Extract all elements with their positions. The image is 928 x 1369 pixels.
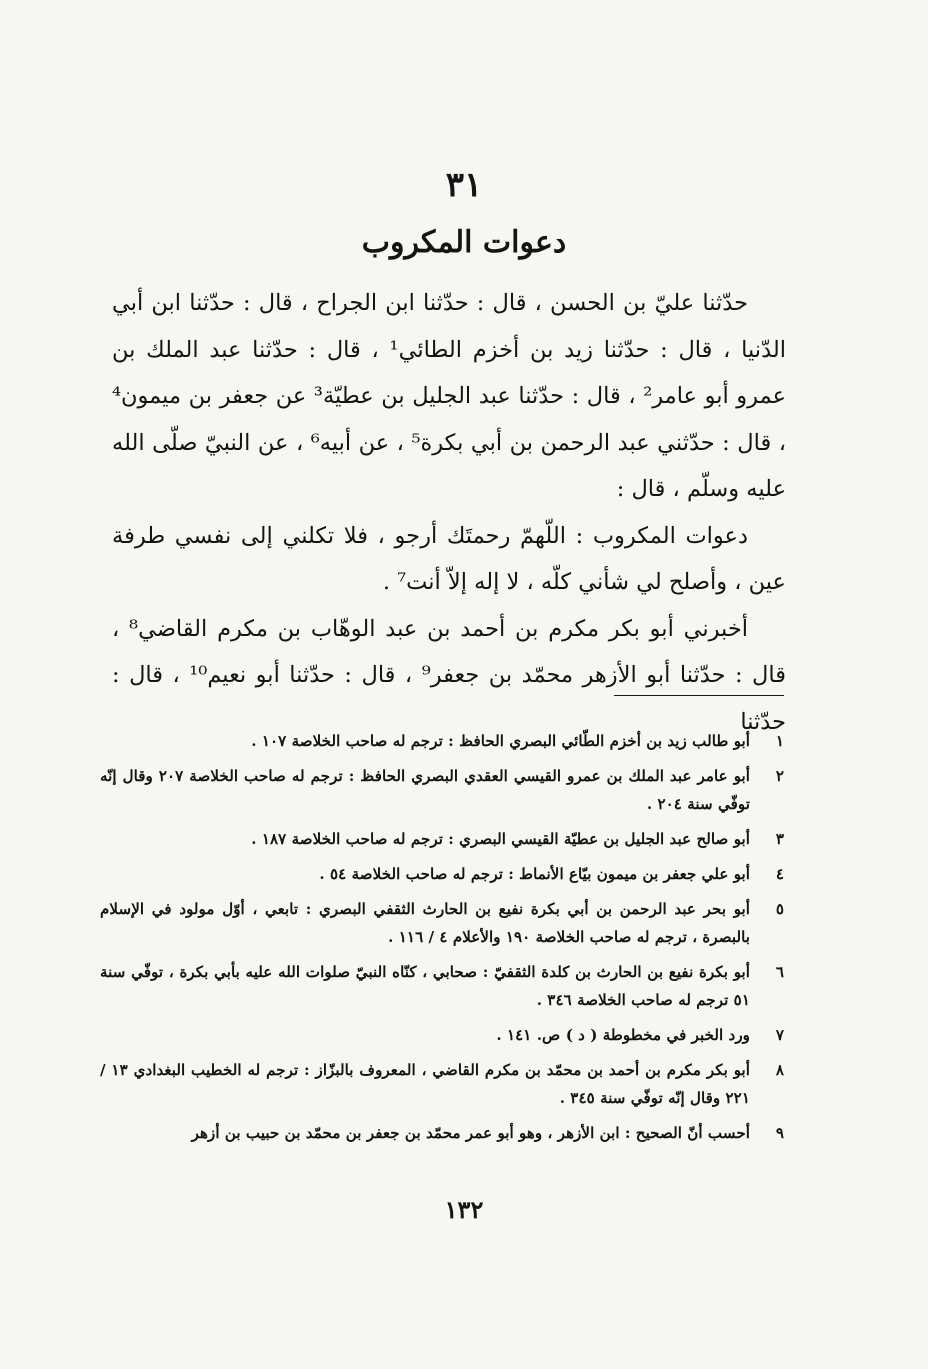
footnote-text: أبو بحر عبد الرحمن بن أبي بكرة نفيع بن الحارث الثقفي البصري : تابعي ، أوّل مولود في الإسلام بالبصرة ، ترجم له صاحب الخلاصة ١٩٠ والأعلام ٤ / ١١٦ .	[100, 900, 750, 946]
paragraph-2: دعوات المكروب : اللّهمّ رحمتَك أرجو ، فلا تكلني إلى نفسي طرفة عين ، وأصلح لي شأني كلّه ، لا إله إلاّ أنت⁷ .	[112, 522, 786, 595]
footnote-text: أبو بكر مكرم بن أحمد بن محمّد بن مكرم القاضي ، المعروف بالبزّاز : ترجم له الخطيب البغدادي ١٣ / ٢٢١ وقال إنّه توفّي سنة ٣٤٥ .	[100, 1061, 750, 1107]
paragraph-1: حدّثنا عليّ بن الحسن ، قال : حدّثنا ابن الجراح ، قال : حدّثنا ابن أبي الدّنيا ، قال : حدّثنا زيد بن أخزم الطائي¹ ، قال : حدّثنا عبد الملك بن عمرو أبو عامر² ، قال : حدّثنا عبد الجليل بن عطيّة³ عن جعفر بن ميمون⁴ ، قال : حدّثني عبد الرحمن بن أبي بكرة⁵ ، عن أبيه⁶ ، عن النبيّ صلّى الله عليه وسلّم ، قال :	[112, 290, 787, 502]
footnote	[100, 727, 784, 755]
footnote-text: أبو علي جعفر بن ميمون بيّاع الأنماط : ترجم له صاحب الخلاصة ٥٤ .	[319, 865, 750, 883]
footnote	[100, 1119, 784, 1147]
footnotes-section	[100, 727, 784, 1154]
footnote-number: ٢	[775, 767, 784, 785]
footnote-text: أبو بكرة نفيع بن الحارث بن كلدة الثقفيّ : صحابي ، كنّاه النبيّ صلوات الله عليه بأبي بكرة ، توفّي سنة ٥١ ترجم له صاحب الخلاصة ٣٤٦ .	[100, 963, 750, 1009]
footnote	[100, 895, 784, 951]
footnote-text: أبو عامر عبد الملك بن عمرو القيسي العقدي البصري الحافظ : ترجم له صاحب الخلاصة ٢٠٧ وقال إنّه توفّي سنة ٢٠٤ .	[100, 767, 750, 813]
footnote	[100, 1021, 784, 1049]
footnote-number: ٥	[775, 900, 784, 918]
footnote	[100, 762, 784, 818]
footnote-number: ٣	[775, 830, 784, 848]
footnote-text: أحسب أنّ الصحيح : ابن الأزهر ، وهو أبو عمر محمّد بن جعفر بن محمّد بن حبيب بن أزهر	[191, 1124, 750, 1142]
chapter-number: ٣١	[445, 165, 483, 205]
footnote-text: ورد الخبر في مخطوطة ( د ) ص. ١٤١ .	[496, 1026, 750, 1044]
footnote-number: ٨	[775, 1061, 784, 1079]
page-number: ١٣٢	[444, 1195, 484, 1224]
footnote-text: أبو صالح عبد الجليل بن عطيّة القيسي البصري : ترجم له صاحب الخلاصة ١٨٧ .	[251, 830, 750, 848]
footnote-number: ٧	[775, 1026, 784, 1044]
paragraph-3: أخبرني أبو بكر مكرم بن أحمد بن عبد الوهّاب بن مكرم القاضي⁸ ، قال : حدّثنا أبو الأزهر محمّد بن جعفر⁹ ، قال : حدّثنا أبو نعيم¹⁰ ، قال : حدّثنا	[112, 615, 786, 735]
footnote-number: ٤	[775, 865, 784, 883]
main-text	[112, 280, 786, 745]
footnote	[100, 860, 784, 888]
footnote	[100, 958, 784, 1014]
footnote-divider	[614, 695, 784, 696]
footnote	[100, 825, 784, 853]
footnote-number: ٩	[775, 1124, 784, 1142]
footnote-number: ٦	[775, 963, 784, 981]
footnote-number: ١	[775, 732, 784, 750]
footnote-text: أبو طالب زيد بن أخزم الطّائي البصري الحافظ : ترجم له صاحب الخلاصة ١٠٧ .	[251, 732, 750, 750]
chapter-title: دعوات المكروب	[361, 225, 567, 260]
footnote	[100, 1056, 784, 1112]
